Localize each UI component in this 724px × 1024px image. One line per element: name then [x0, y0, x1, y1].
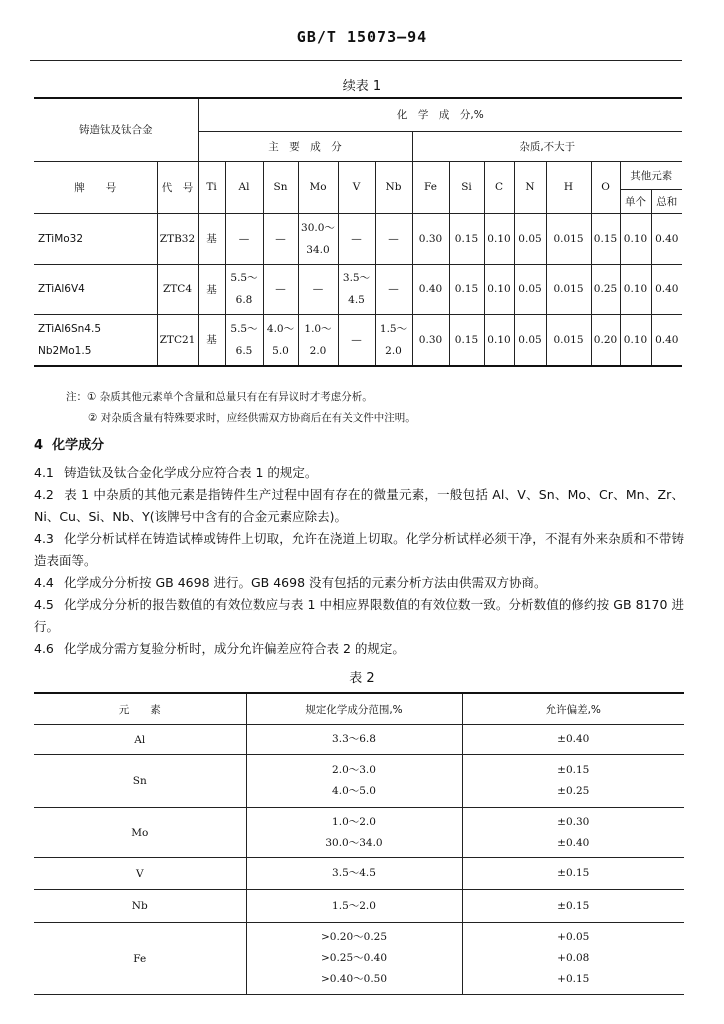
table1-corner-label: 铸造钛及钛合金 — [34, 98, 198, 161]
element-header: 元 素 — [34, 693, 246, 725]
table-row — [34, 264, 682, 314]
deviation-cell: ±0.15 — [462, 890, 684, 923]
section-heading — [34, 434, 104, 453]
si-cell: 0.15 — [449, 264, 484, 314]
deviation-cell: ±0.15 ±0.25 — [462, 755, 684, 808]
range-cell: 1.5～2.0 — [246, 890, 462, 923]
single-header: 单个 — [620, 189, 651, 213]
impurity-label: 杂质,不大于 — [412, 131, 682, 161]
sn-cell: — — [263, 264, 298, 314]
nb-cell: — — [375, 264, 412, 314]
col-header-fe: Fe — [412, 161, 449, 213]
other-elements-header: 其他元素 — [620, 161, 682, 189]
col-header-ti: Ti — [198, 161, 225, 213]
single-cell: 0.10 — [620, 314, 651, 366]
si-cell: 0.15 — [449, 314, 484, 366]
table-row — [34, 755, 684, 808]
sn-cell: — — [263, 213, 298, 264]
standard-header: GB/T 15073—94 — [296, 28, 428, 46]
single-cell: 0.10 — [620, 264, 651, 314]
deviation-table — [34, 692, 684, 995]
fe-cell: 0.40 — [412, 264, 449, 314]
range-cell: >0.20～0.25 >0.25～0.40 >0.40～0.50 — [246, 923, 462, 995]
code-header: 代 号 — [157, 161, 198, 213]
deviation-cell: +0.05 +0.08 +0.15 — [462, 923, 684, 995]
table-row — [34, 923, 684, 995]
nb-cell: — — [375, 213, 412, 264]
al-cell: — — [225, 213, 263, 264]
table-row — [34, 890, 684, 923]
n-cell: 0.05 — [514, 314, 546, 366]
c-cell: 0.10 — [484, 213, 514, 264]
element-cell: Nb — [34, 890, 246, 923]
range-header: 规定化学成分范围,% — [246, 693, 462, 725]
col-header-al: Al — [225, 161, 263, 213]
paragraph: 4.4 化学成分分析按 GB 4698 进行。GB 4698 没有包括的元素分析方法由供需双方协商。 — [34, 575, 547, 590]
grade-header: 牌 号 — [34, 161, 157, 213]
o-cell: 0.15 — [591, 213, 620, 264]
ti-cell: 基 — [198, 314, 225, 366]
o-cell: 0.25 — [591, 264, 620, 314]
mo-cell: 1.0～ 2.0 — [298, 314, 338, 366]
nb-cell: 1.5～ 2.0 — [375, 314, 412, 366]
al-cell: 5.5～ 6.8 — [225, 264, 263, 314]
element-cell: Fe — [34, 923, 246, 995]
range-cell: 3.5～4.5 — [246, 858, 462, 890]
n-cell: 0.05 — [514, 213, 546, 264]
deviation-header: 允许偏差,% — [462, 693, 684, 725]
table1-notes — [66, 387, 416, 429]
paragraph: 4.3 化学分析试样在铸造试棒或铸件上切取，允许在浇道上切取。化学分析试样必须干净，不混有外来杂质和不带铸造表面等。 — [34, 531, 684, 568]
col-header-n: N — [514, 161, 546, 213]
total-cell: 0.40 — [651, 314, 682, 366]
col-header-c: C — [484, 161, 514, 213]
table-row — [34, 213, 682, 264]
code-cell: ZTB32 — [157, 213, 198, 264]
v-cell: 3.5～ 4.5 — [338, 264, 375, 314]
code-cell: ZTC21 — [157, 314, 198, 366]
grade-cell: ZTiAl6V4 — [34, 264, 157, 314]
deviation-cell: ±0.15 — [462, 858, 684, 890]
mo-cell: — — [298, 264, 338, 314]
ti-cell: 基 — [198, 264, 225, 314]
n-cell: 0.05 — [514, 264, 546, 314]
table2-header-row — [34, 693, 684, 725]
mo-cell: 30.0～ 34.0 — [298, 213, 338, 264]
section-body — [34, 462, 684, 660]
header-rule — [30, 60, 682, 61]
total-cell: 0.40 — [651, 264, 682, 314]
c-cell: 0.10 — [484, 264, 514, 314]
total-header: 总和 — [651, 189, 682, 213]
grade-cell: ZTiAl6Sn4.5 Nb2Mo1.5 — [34, 314, 157, 366]
paragraph: 4.1 铸造钛及钛合金化学成分应符合表 1 的规定。 — [34, 465, 318, 480]
col-header-sn: Sn — [263, 161, 298, 213]
ti-cell: 基 — [198, 213, 225, 264]
col-header-si: Si — [449, 161, 484, 213]
col-header-o: O — [591, 161, 620, 213]
table1-caption: 续表 1 — [342, 79, 382, 94]
main-components-label: 主 要 成 分 — [198, 131, 412, 161]
fe-cell: 0.30 — [412, 213, 449, 264]
h-cell: 0.015 — [546, 314, 591, 366]
element-cell: Mo — [34, 808, 246, 858]
section-number: 4 — [34, 438, 44, 453]
range-cell: 1.0～2.0 30.0～34.0 — [246, 808, 462, 858]
element-cell: V — [34, 858, 246, 890]
fe-cell: 0.30 — [412, 314, 449, 366]
col-header-nb: Nb — [375, 161, 412, 213]
element-cell: Sn — [34, 755, 246, 808]
paragraph: 4.2 表 1 中杂质的其他元素是指铸件生产过程中固有存在的微量元素，一般包括 Al、V、Sn、Mo、Cr、Mn、Zr、Ni、Cu、Si、Nb、Y(该牌号中含有的合金元素应除去)。 — [34, 487, 684, 524]
section-title: 化学成分 — [52, 438, 105, 453]
si-cell: 0.15 — [449, 213, 484, 264]
v-cell: — — [338, 213, 375, 264]
range-cell: 3.3～6.8 — [246, 725, 462, 755]
element-cell: Al — [34, 725, 246, 755]
table-row — [34, 808, 684, 858]
note-1: 注：① 杂质其他元素单个含量和总量只有在有异议时才考虑分析。 — [66, 391, 373, 403]
table2-caption: 表 2 — [349, 671, 375, 686]
paragraph: 4.6 化学成分需方复验分析时，成分允许偏差应符合表 2 的规定。 — [34, 641, 405, 656]
code-cell: ZTC4 — [157, 264, 198, 314]
table-row — [34, 314, 682, 366]
note-2: ② 对杂质含量有特殊要求时，应经供需双方协商后在有关文件中注明。 — [88, 412, 416, 424]
total-cell: 0.40 — [651, 213, 682, 264]
composition-table — [34, 97, 682, 367]
single-cell: 0.10 — [620, 213, 651, 264]
h-cell: 0.015 — [546, 264, 591, 314]
col-header-v: V — [338, 161, 375, 213]
grade-cell: ZTiMo32 — [34, 213, 157, 264]
al-cell: 5.5～ 6.5 — [225, 314, 263, 366]
v-cell: — — [338, 314, 375, 366]
col-header-h: H — [546, 161, 591, 213]
o-cell: 0.20 — [591, 314, 620, 366]
sn-cell: 4.0～ 5.0 — [263, 314, 298, 366]
c-cell: 0.10 — [484, 314, 514, 366]
paragraph: 4.5 化学成分分析的报告数值的有效位数应与表 1 中相应界限数值的有效位数一致。分析数值的修约按 GB 8170 进行。 — [34, 597, 684, 634]
deviation-cell: ±0.40 — [462, 725, 684, 755]
composition-label: 化 学 成 分,% — [198, 98, 682, 131]
deviation-cell: ±0.30 ±0.40 — [462, 808, 684, 858]
table-row — [34, 858, 684, 890]
col-header-mo: Mo — [298, 161, 338, 213]
range-cell: 2.0～3.0 4.0～5.0 — [246, 755, 462, 808]
table-row — [34, 725, 684, 755]
h-cell: 0.015 — [546, 213, 591, 264]
